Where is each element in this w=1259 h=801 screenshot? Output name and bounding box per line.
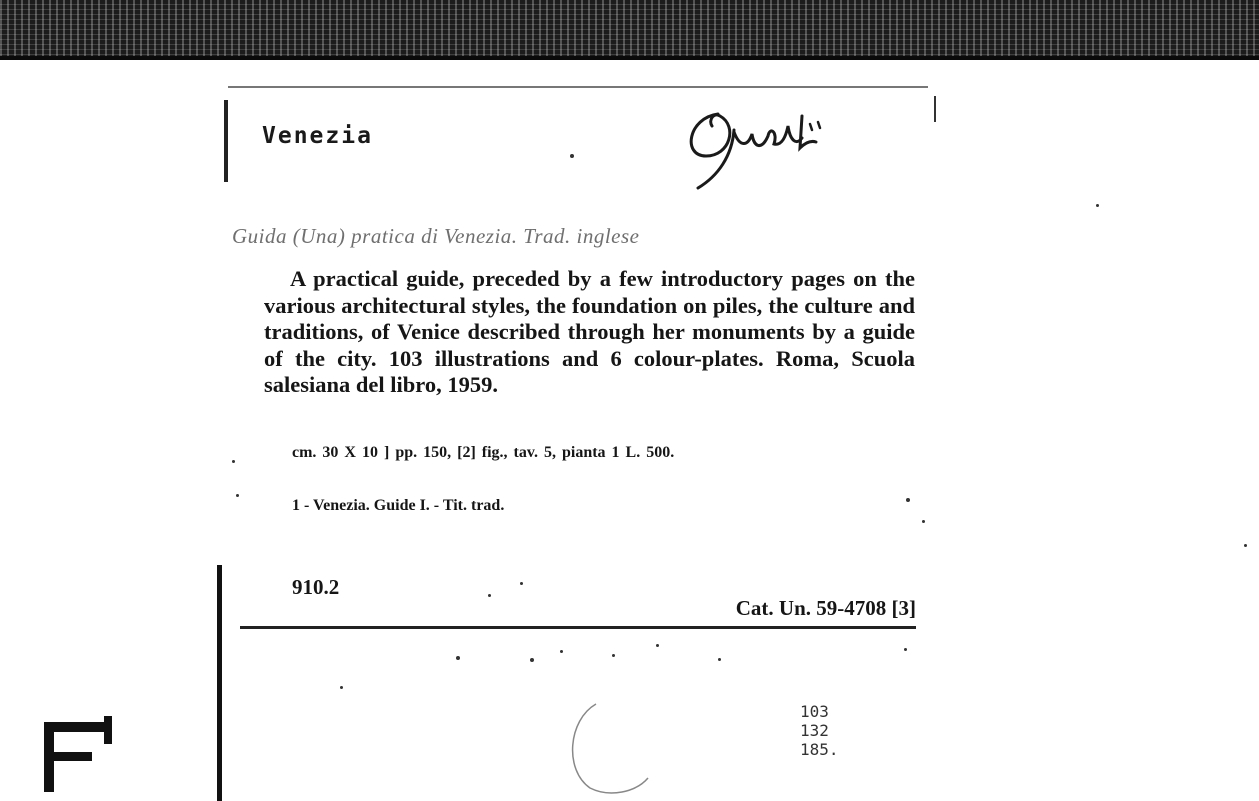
scan-speck: [1096, 204, 1099, 207]
card-top-rule: [228, 86, 928, 88]
handwritten-signature: [678, 96, 838, 192]
faded-title-line: Guida (Una) pratica di Venezia. Trad. inglese: [232, 224, 640, 248]
scan-speck: [488, 594, 491, 597]
scan-speck: [570, 154, 574, 158]
card-left-mark: [224, 100, 228, 182]
scan-speck: [922, 520, 925, 523]
collation-line: cm. 30 X 10 ] pp. 150, [2] fig., tav. 5, pianta 1 L. 500.: [292, 444, 675, 461]
scan-speck: [520, 582, 523, 585]
scan-speck: [560, 650, 563, 653]
punch-hole-outline: [560, 700, 660, 796]
scan-speck: [232, 460, 235, 463]
scan-speck: [530, 658, 534, 662]
scan-speck: [1244, 544, 1247, 547]
card-right-tick: [934, 96, 936, 122]
frame-marker: [40, 716, 120, 796]
scan-speck: [236, 494, 239, 497]
scan-speck: [718, 658, 721, 661]
subject-headings: 1 - Venezia. Guide I. - Tit. trad.: [292, 497, 505, 514]
scan-top-band: [0, 0, 1259, 60]
scan-speck: [656, 644, 659, 647]
stamp-numbers: 103 132 185.: [800, 702, 839, 759]
catalog-number: Cat. Un. 59-4708 [3]: [735, 596, 916, 620]
description-paragraph: A practical guide, preceded by a few introductory pages on the various architectural styles, the foundation on piles, the culture and traditions, of Venice described through her monuments by a guide of the city. 103 illustrations and 6 colour-plates. Roma, Scuola salesiana del libro, 1959.: [264, 266, 915, 397]
scan-speck: [340, 686, 343, 689]
scan-speck: [906, 498, 910, 502]
card-bottom-rule: [240, 626, 916, 629]
scan-speck: [612, 654, 615, 657]
card-left-edge: [217, 565, 222, 801]
card-heading: Venezia: [262, 123, 373, 149]
scan-speck: [904, 648, 907, 651]
classification-number: 910.2: [292, 575, 340, 599]
scan-speck: [456, 656, 460, 660]
